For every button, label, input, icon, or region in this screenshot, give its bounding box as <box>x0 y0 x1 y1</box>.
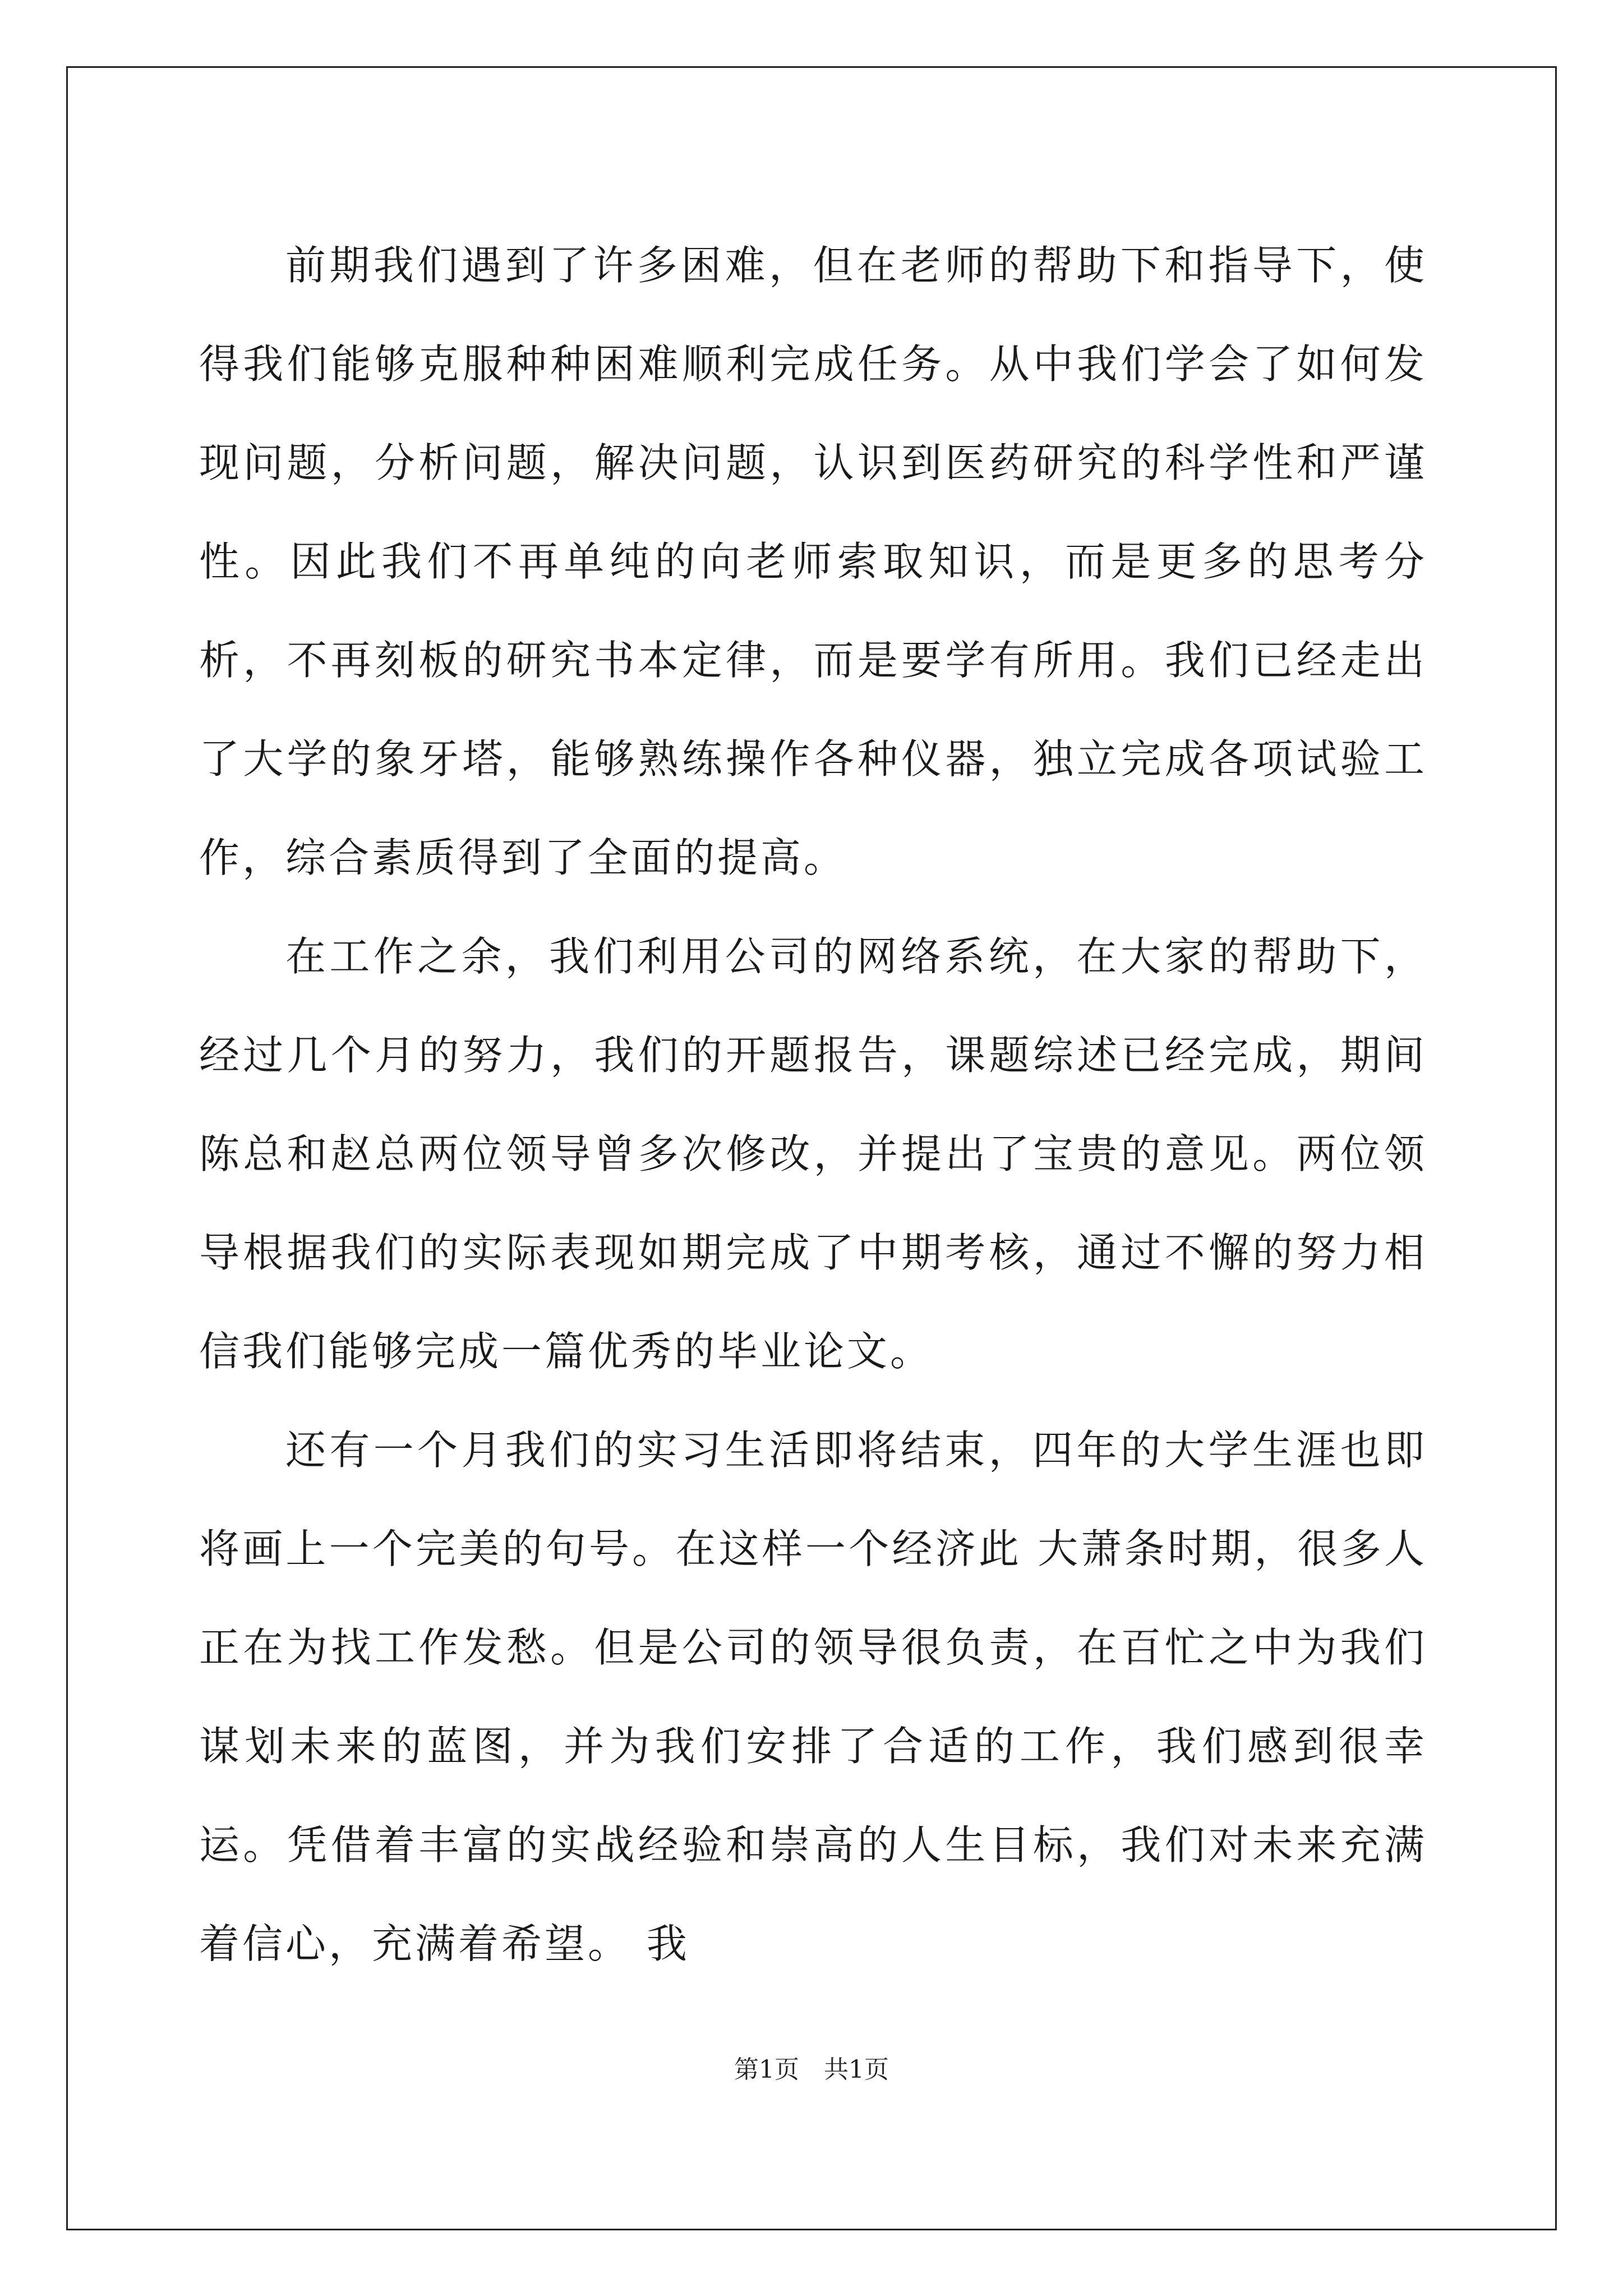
page-number-total: 共1页 <box>824 2055 889 2084</box>
paragraph-2: 在工作之余，我们利用公司的网络系统，在大家的帮助下，经过几个月的努力，我们的开题报告，课题综述已经完成，期间陈总和赵总两位领导曾多次修改，并提出了宝贵的意见。两位领导根据我们的实际表现如期完成了中期考核，通过不懈的努力相信我们能够完成一篇优秀的毕业论文。 <box>199 933 1427 1375</box>
paragraph-1: 前期我们遇到了许多困难，但在老师的帮助下和指导下，使得我们能够克服种种困难顺利完成任务。从中我们学会了如何发现问题，分析问题，解决问题，认识到医药研究的科学性和严谨性。因此我们不再单纯的向老师索取知识，而是更多的思考分析，不再刻板的研究书本定律，而是要学有所用。我们已经走出了大学的象牙塔，能够熟练操作各种仪器，独立完成各项试验工作，综合素质得到了全面的提高。 <box>199 242 1427 881</box>
page-footer <box>0 2053 1623 2087</box>
document-body <box>199 216 1427 1993</box>
paragraph-3: 还有一个月我们的实习生活即将结束，四年的大学生涯也即将画上一个完美的句号。在这样一个经济此 大萧条时期，很多人正在为找工作发愁。但是公司的领导很负责，在百忙之中为我们谋划未来的蓝图，并为我们安排了合适的工作，我们感到很幸运。凭借着丰富的实战经验和崇高的人生目标，我们对未来充满着信心，充满着希望。 我 <box>199 1427 1427 1967</box>
page-number-current: 第1页 <box>734 2055 799 2084</box>
